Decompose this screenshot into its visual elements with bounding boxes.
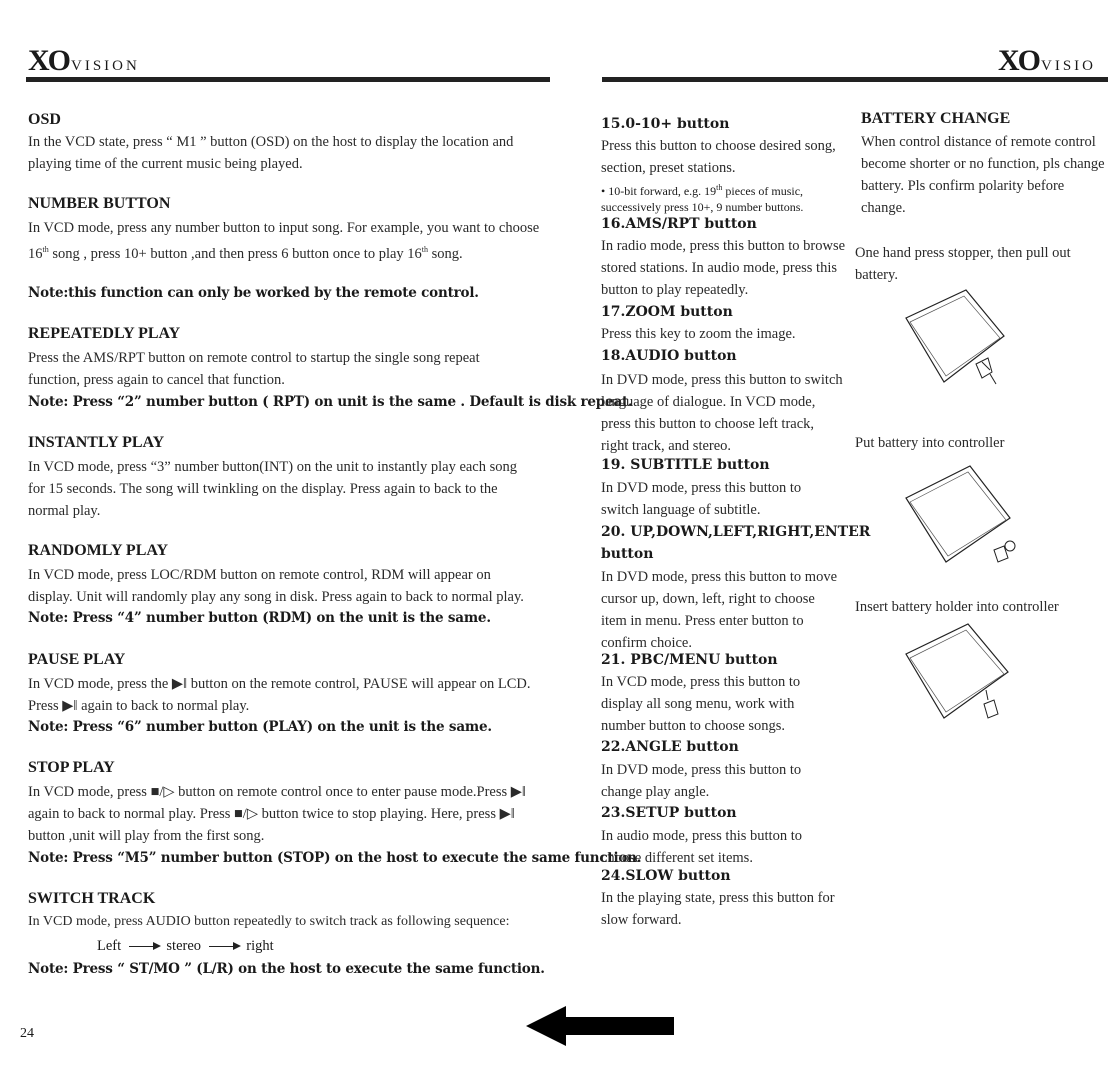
instant-text: In VCD mode, press “3” number button(INT) on the unit to instantly play each song for 15 seconds. The song will twinkling on the display. Press again to back to the normal play. [28, 459, 518, 519]
xovision-logo-right [998, 44, 1096, 77]
button-21-text: In VCD mode, press this button to display all song menu, work with number button to choose songs. [601, 674, 801, 734]
number-text-a: In VCD mode, press any number button to input song. For example, you want to choose 16 [28, 220, 540, 262]
instant-heading: INSTANTLY PLAY [28, 434, 165, 451]
xovision-logo-left [28, 44, 140, 77]
number-sup-a: th [42, 245, 49, 254]
button-23-text: In audio mode, press this button to choose different set items. [601, 828, 802, 866]
arrow-right-icon [129, 946, 159, 947]
button-20-heading: 20. UP,DOWN,LEFT,RIGHT,ENTER [601, 524, 871, 540]
stop-heading: STOP PLAY [28, 759, 115, 776]
seq-left: Left [97, 938, 122, 954]
button-19-text: In DVD mode, press this button to switch language of subtitle. [601, 480, 802, 518]
button-20-heading-cont: button [601, 546, 654, 562]
previous-page-arrow-icon[interactable] [526, 1006, 676, 1046]
osd-heading: OSD [28, 111, 61, 128]
battery-step-1: One hand press stopper, then pull out battery. [855, 245, 1071, 283]
stop-note: Note: Press “M5” number button (STOP) on the host to execute the same function. [28, 850, 642, 866]
logo-xo: XO [28, 44, 69, 77]
arrow-right-icon [209, 946, 239, 947]
header-rule-right [602, 77, 1108, 82]
battery-remove-illustration [898, 286, 1010, 390]
button-17-text: Press this key to zoom the image. [601, 326, 796, 342]
button-22-text: In DVD mode, press this button to change play angle. [601, 762, 802, 800]
repeat-heading: REPEATEDLY PLAY [28, 325, 181, 342]
button-15-bullet [601, 180, 849, 215]
bullet-sup: th [716, 183, 723, 192]
osd-text: In the VCD state, press “ M1 ” button (OSD) on the host to display the location and playing time of the current music being played. [28, 134, 514, 172]
button-19-heading: 19. SUBTITLE button [601, 457, 770, 473]
stop-text: In VCD mode, press ■/▷ button on remote control once to enter pause mode.Press ▶‖ again to back to normal play. Press ■/▷ button twice to stop playing. Here, press ▶‖ button ,unit will play from the first song. [28, 784, 526, 844]
battery-change-intro: When control distance of remote control become shorter or no function, pls change battery. Pls confirm polarity before change. [861, 134, 1105, 216]
seq-stereo: stereo [166, 938, 202, 954]
battery-step-2: Put battery into controller [855, 435, 1005, 451]
switch-text: In VCD mode, press AUDIO button repeatedly to switch track as following sequence: [28, 914, 510, 929]
logo-vision: VISION [71, 58, 140, 74]
repeat-text: Press the AMS/RPT button on remote control to startup the single song repeat function, press again to cancel that function. [28, 350, 480, 388]
repeat-note: Note: Press “2” number button ( RPT) on unit is the same . Default is disk repeat. [28, 394, 633, 410]
button-21-heading: 21. PBC/MENU button [601, 652, 778, 668]
button-15-text: Press this button to choose desired song, section, preset stations. [601, 138, 836, 176]
battery-step-3: Insert battery holder into controller [855, 599, 1059, 615]
pause-text: In VCD mode, press the ▶‖ button on the remote control, PAUSE will appear on LCD. Press ▶‖ again to back to normal play. [28, 676, 531, 714]
pause-heading: PAUSE PLAY [28, 651, 126, 668]
random-note: Note: Press “4” number button (RDM) on the unit is the same. [28, 610, 491, 626]
button-17-heading: 17.ZOOM button [601, 304, 733, 320]
bullet-text-a: • 10-bit forward, e.g. 19 [601, 184, 717, 198]
page-number: 24 [20, 1026, 34, 1041]
button-16-text: In radio mode, press this button to browse stored stations. In audio mode, press this button to play repeatedly. [601, 238, 846, 298]
button-23-heading: 23.SETUP button [601, 805, 737, 821]
number-text-b: song , press 10+ button ,and then press 6 button once to play 16 [48, 245, 422, 262]
switch-note: Note: Press “ ST/MO ” (L/R) on the host to execute the same function. [28, 961, 545, 977]
button-15-heading: 15.0-10+ button [601, 116, 730, 132]
random-heading: RANDOMLY PLAY [28, 542, 169, 559]
button-24-text: In the playing state, press this button for slow forward. [601, 890, 835, 928]
pause-note: Note: Press “6” number button (PLAY) on the unit is the same. [28, 719, 492, 735]
number-sup-b: th [421, 245, 429, 254]
battery-insert-illustration [898, 462, 1024, 574]
header-rule-left [26, 77, 550, 82]
button-20-text: In DVD mode, press this button to move cursor up, down, left, right to choose item in menu. Press enter button to confirm choice. [601, 569, 838, 651]
button-18-heading: 18.AUDIO button [601, 348, 737, 364]
number-button-note: Note:this function can only be worked by the remote control. [28, 285, 479, 301]
logo-vision: VISIO [1041, 58, 1096, 74]
switch-heading: SWITCH TRACK [28, 890, 156, 907]
battery-change-heading: BATTERY CHANGE [861, 110, 1011, 127]
button-18-text: In DVD mode, press this button to switch language of dialogue. In VCD mode, press this button to choose left track, right track, and stereo. [601, 372, 843, 454]
battery-holder-illustration [898, 620, 1016, 728]
number-button-heading: NUMBER BUTTON [28, 195, 171, 212]
number-button-text [28, 217, 543, 265]
button-22-heading: 22.ANGLE button [601, 739, 739, 755]
bullet-text-b: pieces of music, successively press 10+, 9 number buttons. [601, 184, 804, 214]
button-24-heading: 24.SLOW button [601, 868, 731, 884]
number-text-c: song. [428, 245, 463, 262]
random-text: In VCD mode, press LOC/RDM button on remote control, RDM will appear on display. Unit will randomly play any song in disk. Press again to back to normal play. [28, 567, 524, 605]
track-sequence [97, 938, 274, 955]
button-16-heading: 16.AMS/RPT button [601, 216, 757, 232]
logo-xo: XO [998, 44, 1039, 77]
seq-right: right [246, 938, 274, 954]
